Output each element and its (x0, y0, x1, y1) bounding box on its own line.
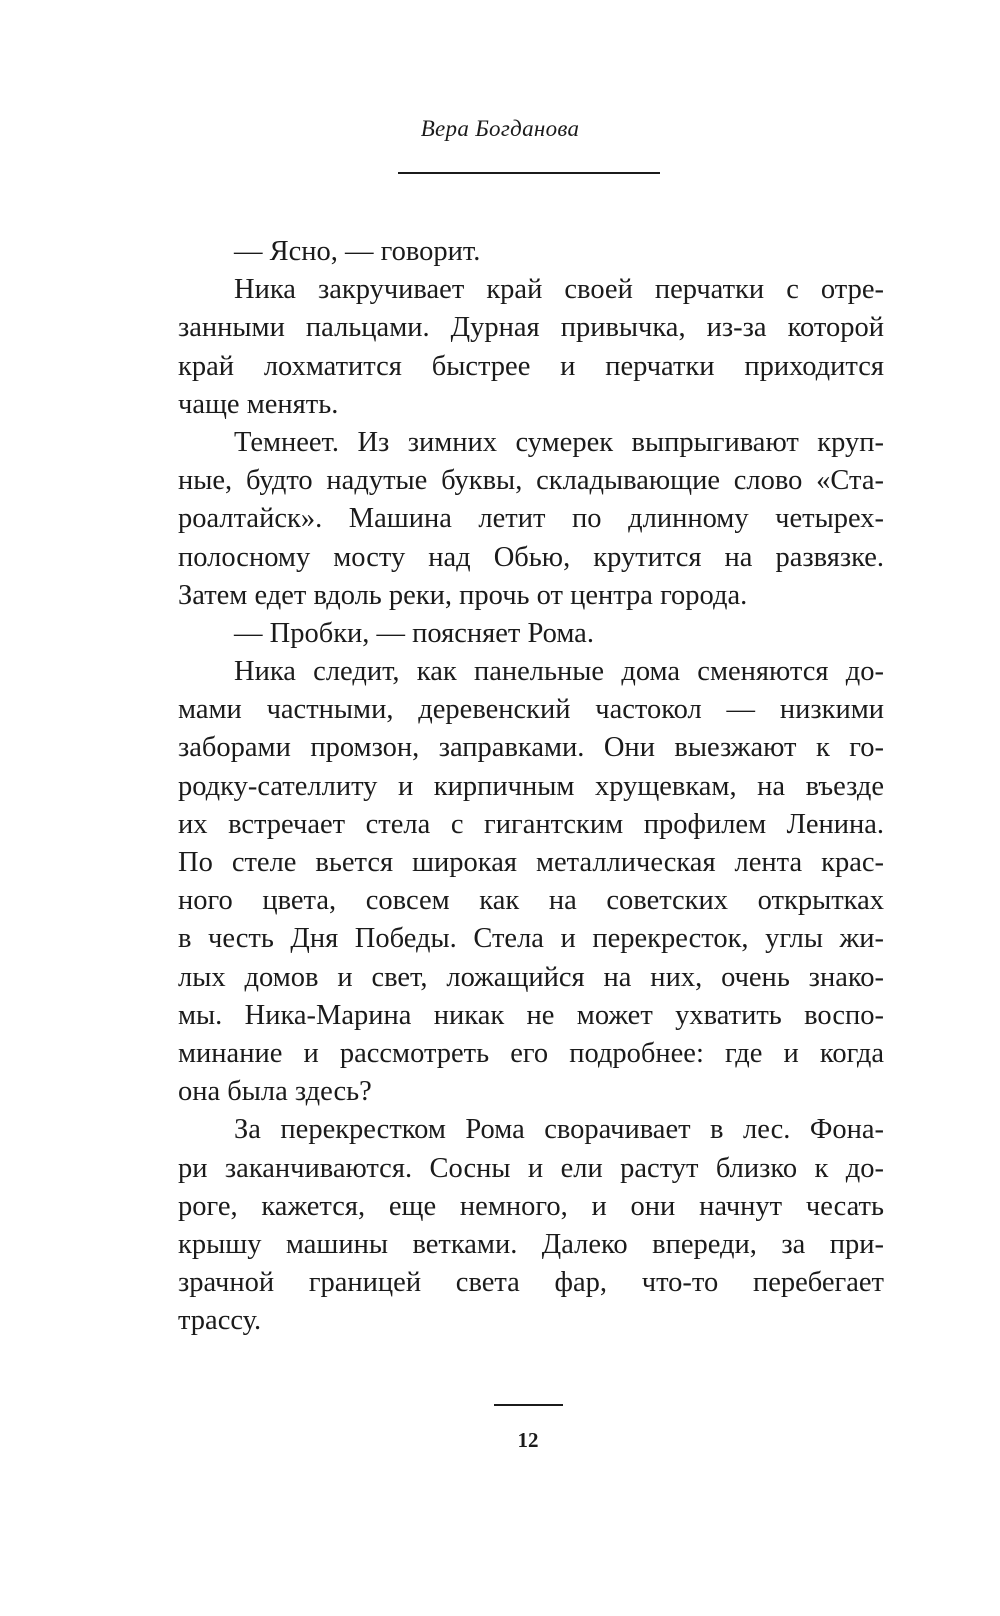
text-line: По стеле вьется широкая металлическая лента крас- (178, 847, 884, 878)
text-line: роалтайск». Машина летит по длинному четырех- (178, 503, 884, 535)
text-line: ного цвета, совсем как на советских открытках (178, 885, 884, 917)
text-line: Затем едет вдоль реки, прочь от центра города. (178, 579, 748, 611)
text-line: — Ясно, — говорит. (234, 236, 481, 267)
text-line: мы. Ника-Марина никак не может ухватить воспо- (178, 999, 884, 1031)
text-line: — Пробки, — поясняет Рома. (234, 617, 594, 649)
text-line: минание и рассмотреть его подробнее: где и когда (178, 1037, 884, 1069)
text-line: полосному мосту над Обью, крутится на развязке. (178, 541, 884, 573)
text-line: крышу машины ветками. Далеко впереди, за при- (178, 1228, 884, 1260)
header-divider (398, 172, 660, 174)
text-line: Ника следит, как панельные дома сменяются до- (234, 656, 884, 688)
text-line: их встречает стела с гигантским профилем Ленина. (178, 808, 884, 840)
text-line: За перекрестком Рома сворачивает в лес. Фона- (234, 1114, 884, 1146)
running-head: Вера Богданова (420, 116, 580, 141)
text-line: Темнеет. Из зимних сумерек выпрыгивают круп- (234, 426, 884, 458)
text-line: родку-сателлиту и кирпичным хрущевкам, на въезде (178, 770, 884, 802)
text-line: она была здесь? (178, 1076, 372, 1108)
text-line: трассу. (178, 1305, 262, 1337)
body-text (178, 233, 884, 1340)
text-line: в честь Дня Победы. Стела и перекресток, углы жи- (178, 923, 884, 955)
text-line: лых домов и свет, ложащийся на них, очень знако- (178, 961, 884, 993)
text-line: Ника закручивает край своей перчатки с отре- (234, 274, 884, 306)
text-line: мами частными, деревенский частокол — низкими (178, 694, 884, 726)
text-line: ные, будто надутые буквы, складывающие слово «Ста- (178, 465, 884, 497)
text-line: зрачной границей света фар, что-то перебегает (178, 1267, 884, 1299)
text-line: роге, кажется, еще немного, и они начнут чесать (178, 1190, 884, 1222)
text-line: ри заканчиваются. Сосны и ели растут близко к до- (178, 1152, 884, 1184)
text-line: чаще менять. (178, 388, 339, 420)
page-number: 12 (517, 1428, 539, 1452)
text-line: заборами промзон, заправками. Они выезжают к го- (178, 732, 884, 764)
text-line: занными пальцами. Дурная привычка, из-за которой (178, 312, 884, 344)
text-line: край лохматится быстрее и перчатки приходится (178, 350, 884, 382)
footer-divider (494, 1404, 563, 1406)
